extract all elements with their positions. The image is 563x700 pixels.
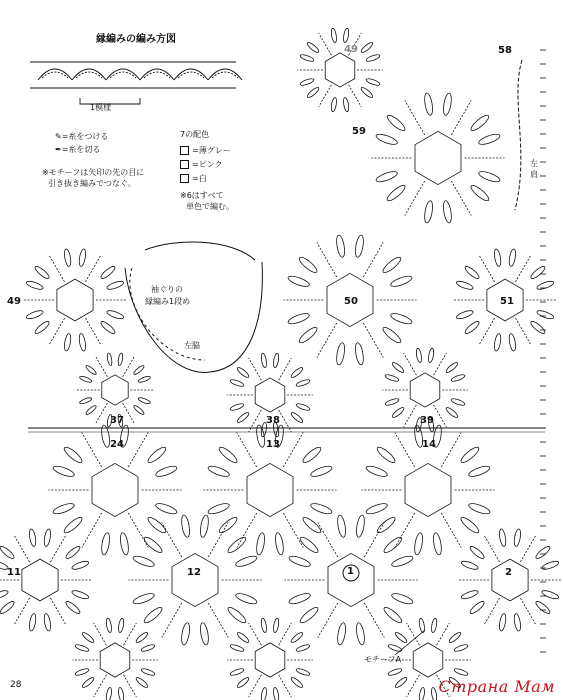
- color-note-2: 単色で編む。: [186, 202, 234, 211]
- motif-number-1: 1: [347, 566, 354, 577]
- motif-a-label: モチーフA: [364, 655, 402, 664]
- color-heading: 7の配色: [180, 130, 210, 139]
- motif-number-49-left: 49: [7, 296, 21, 307]
- color-item-grey: =薄グレー: [180, 145, 231, 156]
- legend-attach-yarn: ✎=糸をつける: [55, 132, 109, 141]
- edging-title: 縁編みの編み方図: [96, 34, 176, 45]
- motif-number-24: 24: [110, 439, 124, 450]
- crochet-motif: [23, 249, 128, 352]
- crochet-motif: [372, 93, 505, 224]
- motif-number-14: 14: [422, 439, 436, 450]
- motif-number-58: 58: [498, 45, 512, 56]
- crochet-motif: [0, 529, 92, 632]
- motif-number-11: 11: [7, 567, 21, 578]
- yoke-motif-group: [23, 28, 558, 437]
- legend-join-note-1: ※モチーフは矢印の先の目に: [42, 168, 145, 177]
- motif-number-59: 59: [352, 126, 366, 137]
- body-motif-group: [0, 425, 562, 700]
- cut-yarn-icon: ✒: [55, 145, 62, 154]
- left-shoulder-edge: [515, 60, 522, 210]
- crochet-motif: [458, 529, 563, 632]
- left-shoulder-label: 左肩: [530, 159, 538, 179]
- left-side-label: 左脇: [184, 341, 200, 350]
- crochet-motif: [72, 618, 158, 700]
- crochet-motif: [129, 515, 262, 646]
- motif-number-13: 13: [266, 439, 280, 450]
- attach-yarn-icon: ✎: [55, 132, 62, 141]
- armhole-label-2: 縁編み1段め: [145, 297, 191, 306]
- motif-number-49-top: 49: [344, 44, 358, 55]
- legend-cut-yarn: ✒=糸を切る: [55, 145, 101, 154]
- color-item-white: =白: [180, 173, 207, 184]
- armhole-edging: [125, 242, 262, 372]
- motif-number-51: 51: [500, 296, 514, 307]
- motif-number-37: 37: [110, 415, 124, 426]
- watermark: Страна Мам: [438, 677, 555, 696]
- edging-chart: [30, 62, 242, 104]
- legend-join-note-2: 引き抜き編みでつなぐ。: [48, 179, 136, 188]
- crochet-motif: [285, 515, 418, 646]
- motif-number-39: 39: [420, 415, 434, 426]
- color-item-pink: =ピンク: [180, 159, 223, 170]
- motif-number-50: 50: [344, 296, 358, 307]
- edge-marks: [540, 50, 546, 652]
- motif-number-12: 12: [187, 567, 201, 578]
- edging-repeat-label: 1模様: [90, 103, 112, 112]
- color-note-1: ※6はすべて: [180, 191, 224, 200]
- crochet-motif: [297, 28, 383, 112]
- page-number: 28: [10, 680, 22, 690]
- motif-number-38: 38: [266, 415, 280, 426]
- motif-number-2: 2: [505, 567, 512, 578]
- crochet-motif: [227, 618, 312, 700]
- armhole-label-1: 袖ぐりの: [151, 285, 183, 294]
